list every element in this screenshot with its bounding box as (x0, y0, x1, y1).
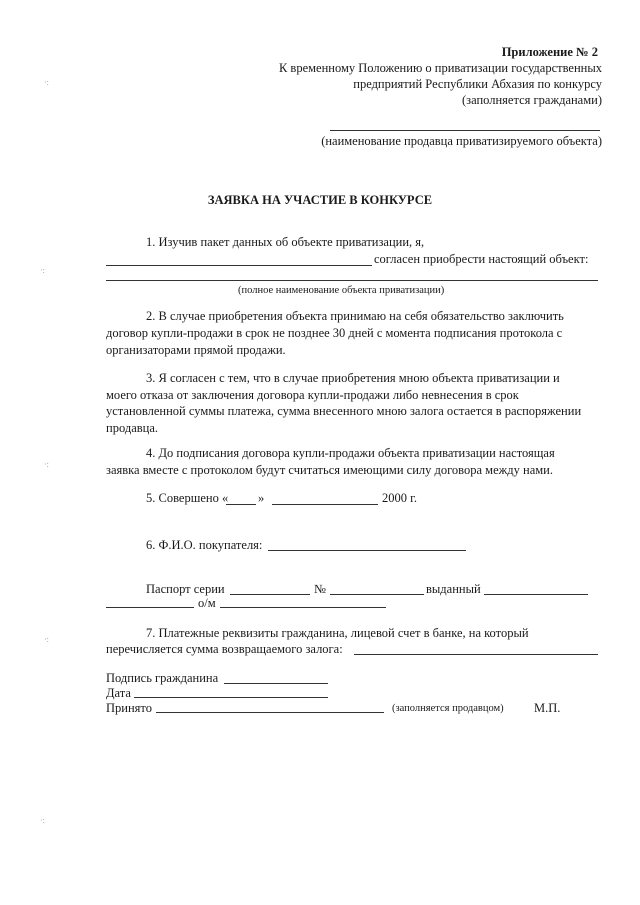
item2-line-2: договор купли-продажи в срок не позднее 30 дней с момента подписания протокола с (106, 326, 563, 340)
item1-lead: 1. Изучив пакет данных об объекте приватизации, я, (146, 235, 425, 249)
item3-line-3: установленной суммы платежа, сумма внесенного мною залога остается в распоряжении (106, 404, 582, 418)
item5-year: 2000 г. (382, 491, 417, 505)
item2-line-1: 2. В случае приобретения объекта принимаю на себя обязательство заключить (146, 309, 564, 323)
passport-series-label: Паспорт серии (146, 582, 225, 596)
header-line-3: (заполняется гражданами) (462, 93, 602, 107)
passport-om-line[interactable] (220, 607, 386, 608)
passport-issued-line[interactable] (484, 594, 588, 595)
item7-line-2: перечисляется сумма возвращаемого залога: (106, 642, 343, 656)
date-label: Дата (106, 686, 131, 700)
item1-agree: согласен приобрести настоящий объект: (374, 252, 589, 266)
accepted-line[interactable] (156, 712, 384, 713)
item4-line-2: заявка вместе с протоколом будут считаться имеющими силу договора между нами. (106, 463, 553, 477)
passport-om-label: о/м (198, 596, 216, 610)
passport-series-line[interactable] (230, 594, 310, 595)
item5-close-quote: » (258, 491, 265, 505)
applicant-name-line[interactable] (106, 265, 372, 266)
month-line[interactable] (272, 504, 378, 505)
seller-fill-note: (заполняется продавцом) (392, 703, 504, 714)
scan-speck: ·: (44, 460, 49, 469)
header-line-1: К временному Положению о приватизации государственных (278, 61, 602, 75)
passport-number-label: № (314, 582, 326, 596)
day-line[interactable] (226, 504, 256, 505)
accepted-label: Принято (106, 701, 152, 715)
scan-speck: ·: (44, 78, 49, 87)
form-title: ЗАЯВКА НА УЧАСТИЕ В КОНКУРСЕ (207, 193, 433, 207)
item3-line-2: моего отказа от заключения договора купли-продажи либо невнесения в срок (106, 388, 519, 402)
buyer-name-line[interactable] (268, 550, 466, 551)
item7-line-1: 7. Платежные реквизиты гражданина, лицевой счет в банке, на который (146, 626, 529, 640)
seller-caption: (наименование продавца приватизируемого объекта) (321, 134, 602, 148)
passport-issuer-line[interactable] (106, 607, 194, 608)
passport-issued-label: выданный (426, 582, 481, 596)
stamp-place-label: М.П. (534, 701, 561, 715)
item2-line-3: организаторами прямой продажи. (106, 343, 286, 357)
item3-line-1: 3. Я согласен с тем, что в случае приобретения мною объекта приватизации и (146, 371, 560, 385)
seller-name-line[interactable] (330, 130, 600, 131)
bank-details-line[interactable] (354, 654, 598, 655)
item4-line-1: 4. До подписания договора купли-продажи объекта приватизации настоящая (146, 446, 555, 460)
signature-line[interactable] (224, 683, 328, 684)
item6-lead: 6. Ф.И.О. покупателя: (146, 538, 263, 552)
object-name-line[interactable] (106, 280, 598, 281)
header-line-2: предприятий Республики Абхазия по конкурсу (353, 77, 602, 91)
date-line[interactable] (134, 697, 328, 698)
appendix-number: Приложение № 2 (501, 45, 598, 59)
passport-number-line[interactable] (330, 594, 424, 595)
scan-speck: ·: (40, 816, 45, 825)
object-caption: (полное наименование объекта приватизации) (238, 285, 445, 296)
scan-speck: ·: (40, 266, 45, 275)
item5-lead: 5. Совершено « (146, 491, 229, 505)
scan-speck: ·: (44, 635, 49, 644)
item3-line-4: продавца. (106, 421, 159, 435)
signature-label: Подпись гражданина (106, 671, 219, 685)
